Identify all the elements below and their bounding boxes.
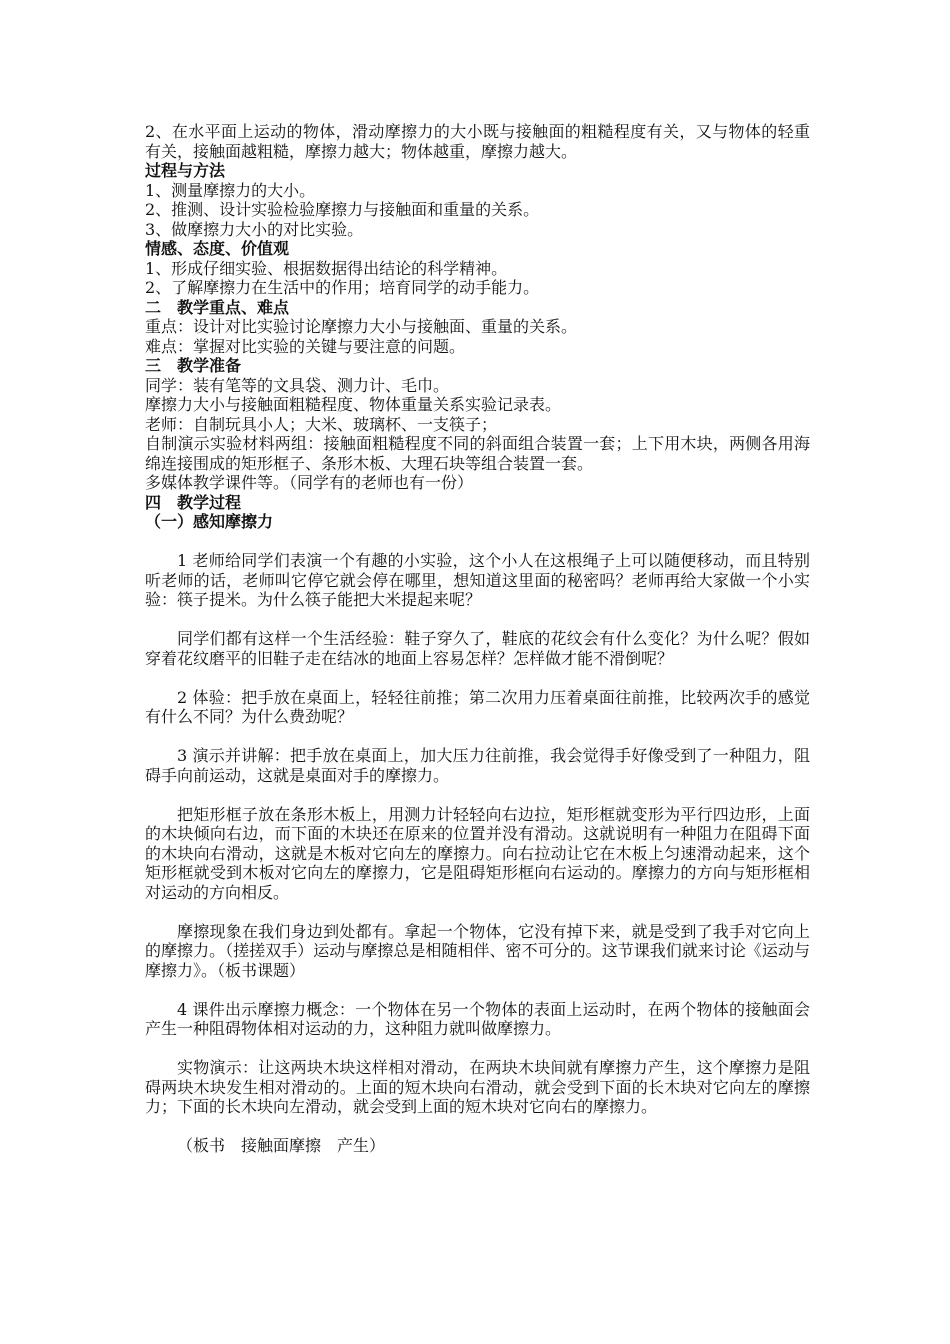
heading-key-points: 二 教学重点、难点 [145,297,290,317]
process-item-2: 2、推测、设计实验检验摩擦力与接触面和重量的关系。 [145,200,540,219]
difficult-point: 难点：掌握对比实验的关键与要注意的问题。 [145,336,466,356]
heading-teaching-process: 四 教学过程 [145,492,242,512]
prep-record-sheet: 摩擦力大小与接触面粗糙程度、物体重量关系实验记录表。 [145,395,562,414]
emotion-item-2: 2、了解摩擦力在生活中的作用；培育同学的动手能力。 [145,278,540,297]
paragraph-9: （板书 接触面摩擦 产生） [177,1136,386,1155]
paragraph-5: 把矩形框子放在条形木板上，用测力计轻轻向右边拉，矩形框就变形为平行四边形，上面的木块倾向右边，而下面的木块还在原来的位置并没有滑动。这就说明有一种阻力在阻碍下面的木块向右滑动，这就是木板对它向左的摩擦力。向右拉动让它在木板上匀速滑动起来，这个矩形框就受到木板对它向左的摩擦力，它是阻碍矩形框向右运动的。摩擦力的方向与矩形框相对运动的方向相反。 [145,804,810,902]
process-item-1: 1、测量摩擦力的大小。 [145,180,316,200]
heading-preparation: 三 教学准备 [145,356,242,375]
process-item-3: 3、做摩擦力大小的对比实验。 [145,219,364,239]
heading-emotion: 情感、态度、价值观 [145,239,290,258]
document-body [145,122,810,1156]
paragraph-6: 摩擦现象在我们身边到处都有。拿起一个物体，它没有掉下来，就是受到了我手对它向上的摩擦力。（搓搓双手）运动与摩擦总是相随相伴、密不可分的。这节课我们就来讨论《运动与摩擦力》。（板书课题） [145,921,810,980]
paragraph-1: 1 老师给同学们表演一个有趣的小实验，这个小人在这根绳子上可以随便移动，而且特别听老师的话，老师叫它停它就会停在哪里，想知道这里面的秘密吗？老师再给大家做一个小实验：筷子提米。为什么筷子能把大米提起来呢？ [145,551,810,609]
key-point: 重点：设计对比实验讨论摩擦力大小与接触面、重量的关系。 [145,317,578,336]
emotion-item-1: 1、形成仔细实验、根据数据得出结论的科学精神。 [145,258,508,278]
subheading-perceive-friction: （一）感知摩擦力 [145,512,274,531]
paragraph-2: 同学们都有这样一个生活经验：鞋子穿久了，鞋底的花纹会有什么变化？为什么呢？假如穿着花纹磨平的旧鞋子走在结冰的地面上容易怎样？怎样做才能不滑倒呢？ [145,629,810,668]
prep-students: 同学：装有笔等的文具袋、测力计、毛巾。 [145,375,450,395]
paragraph-7: 4 课件出示摩擦力概念：一个物体在另一个物体的表面上运动时，在两个物体的接触面会产生一种阻碍物体相对运动的力，这种阻力就叫做摩擦力。 [145,999,810,1038]
prep-demo-materials: 自制演示实验材料两组：接触面粗糙程度不同的斜面组合装置一套；上下用木块，两侧各用海绵连接围成的矩形框子、条形木板、大理石块等组合装置一套。 [145,434,810,473]
paragraph-4: 3 演示并讲解：把手放在桌面上，加大压力往前推，我会觉得手好像受到了一种阻力，阻碍手向前运动，这就是桌面对手的摩擦力。 [145,746,810,785]
objective-2: 2、在水平面上运动的物体，滑动摩擦力的大小既与接触面的粗糙程度有关，又与物体的轻重有关，接触面越粗糙，摩擦力越大；物体越重，摩擦力越大。 [145,122,810,161]
prep-teacher: 老师：自制玩具小人；大米、玻璃杯、一支筷子； [145,414,498,434]
paragraph-8: 实物演示：让这两块木块这样相对滑动，在两块木块间就有摩擦力产生，这个摩擦力是阻碍两块木块发生相对滑动的。上面的短木块向右滑动，就会受到下面的长木块对它向左的摩擦力；下面的长木块向左滑动，就会受到上面的短木块对它向右的摩擦力。 [145,1058,810,1116]
prep-multimedia: 多媒体教学课件等。（同学有的老师也有一份） [145,473,474,492]
heading-process-methods: 过程与方法 [145,161,226,180]
paragraph-3: 2 体验：把手放在桌面上，轻轻往前推；第二次用力压着桌面往前推，比较两次手的感觉有什么不同？为什么费劲呢？ [145,687,810,726]
